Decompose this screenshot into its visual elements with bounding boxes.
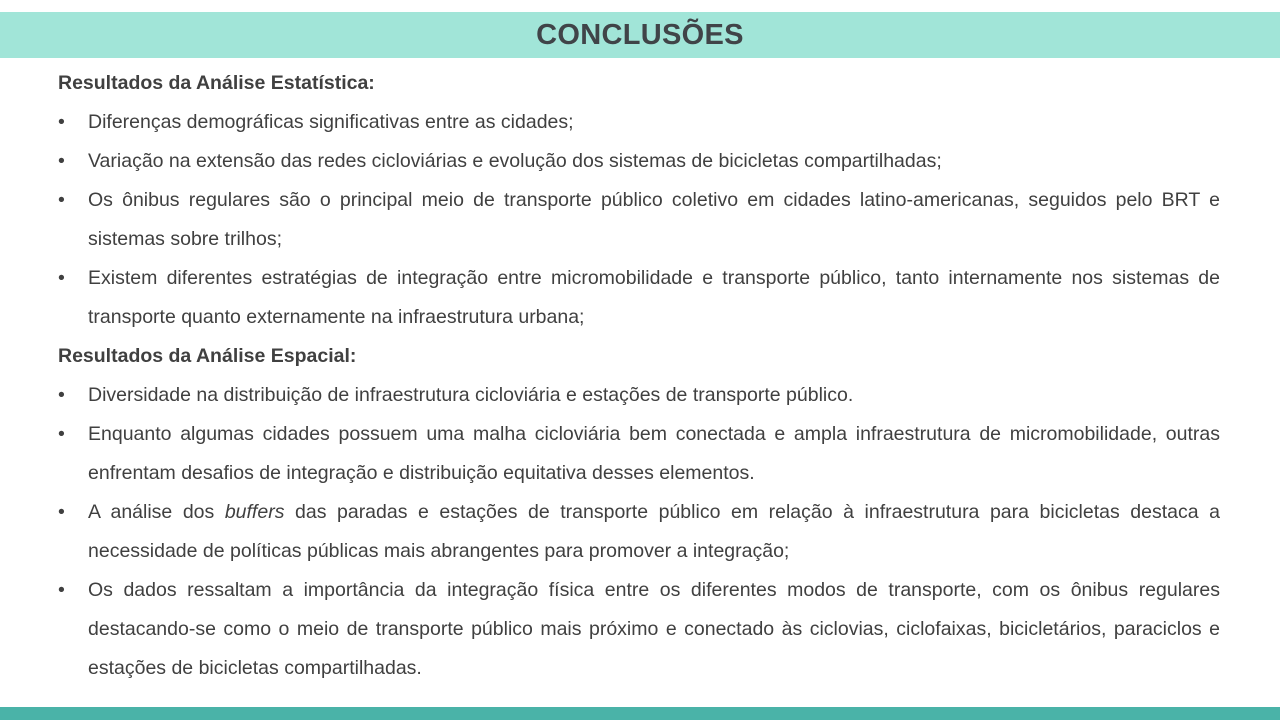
title-bar	[0, 12, 1280, 58]
list-item-text: Variação na extensão das redes cicloviárias e evolução dos sistemas de bicicletas compartilhadas;	[88, 150, 942, 172]
bullet-icon: •	[58, 579, 65, 601]
bullet-icon: •	[58, 423, 65, 445]
list-item	[58, 142, 1220, 181]
list-item-text-after: das paradas e estações de transporte público em relação à infraestrutura para bicicletas destaca a necessidade de políticas públicas mais abrangentes para promover a integração;	[88, 501, 1220, 562]
bullet-icon: •	[58, 267, 65, 289]
list-item-text: Os dados ressaltam a importância da integração física entre os diferentes modos de transporte, com os ônibus regulares destacando-se como o meio de transporte público mais próximo e conectado às ciclovias, ciclofaixas, bicicletários, paraciclos e estações de bicicletas compartilhadas.	[88, 579, 1220, 679]
list-item	[58, 493, 1220, 571]
list-item-text: Existem diferentes estratégias de integração entre micromobilidade e transporte público, tanto internamente nos sistemas de transporte quanto externamente na infraestrutura urbana;	[88, 267, 1220, 328]
list-item	[58, 415, 1220, 493]
list-item-text: Os ônibus regulares são o principal meio de transporte público coletivo em cidades latino-americanas, seguidos pelo BRT e sistemas sobre trilhos;	[88, 189, 1220, 250]
statistical-results-list	[58, 103, 1220, 337]
list-item	[58, 259, 1220, 337]
bullet-icon: •	[58, 501, 65, 523]
bullet-icon: •	[58, 111, 65, 133]
section-heading-spatial: Resultados da Análise Espacial:	[58, 345, 357, 367]
bullet-icon: •	[58, 150, 65, 172]
list-item-text-before: A análise dos	[88, 501, 225, 523]
slide-content	[58, 64, 1220, 688]
section-heading-statistical: Resultados da Análise Estatística:	[58, 72, 375, 94]
list-item-emphasis: buffers	[224, 501, 285, 523]
bullet-icon: •	[58, 384, 65, 406]
list-item	[58, 376, 1220, 415]
spatial-results-list	[58, 376, 1220, 688]
list-item-text: Enquanto algumas cidades possuem uma malha cicloviária bem conectada e ampla infraestrutura de micromobilidade, outras enfrentam desafios de integração e distribuição equitativa desses elementos.	[88, 423, 1220, 484]
list-item	[58, 181, 1220, 259]
page-title: CONCLUSÕES	[536, 18, 744, 51]
list-item-text: Diversidade na distribuição de infraestrutura cicloviária e estações de transporte público.	[88, 384, 854, 406]
bullet-icon: •	[58, 189, 65, 211]
list-item	[58, 103, 1220, 142]
list-item	[58, 571, 1220, 688]
bottom-bar	[0, 707, 1280, 720]
list-item-text: Diferenças demográficas significativas entre as cidades;	[88, 111, 574, 133]
